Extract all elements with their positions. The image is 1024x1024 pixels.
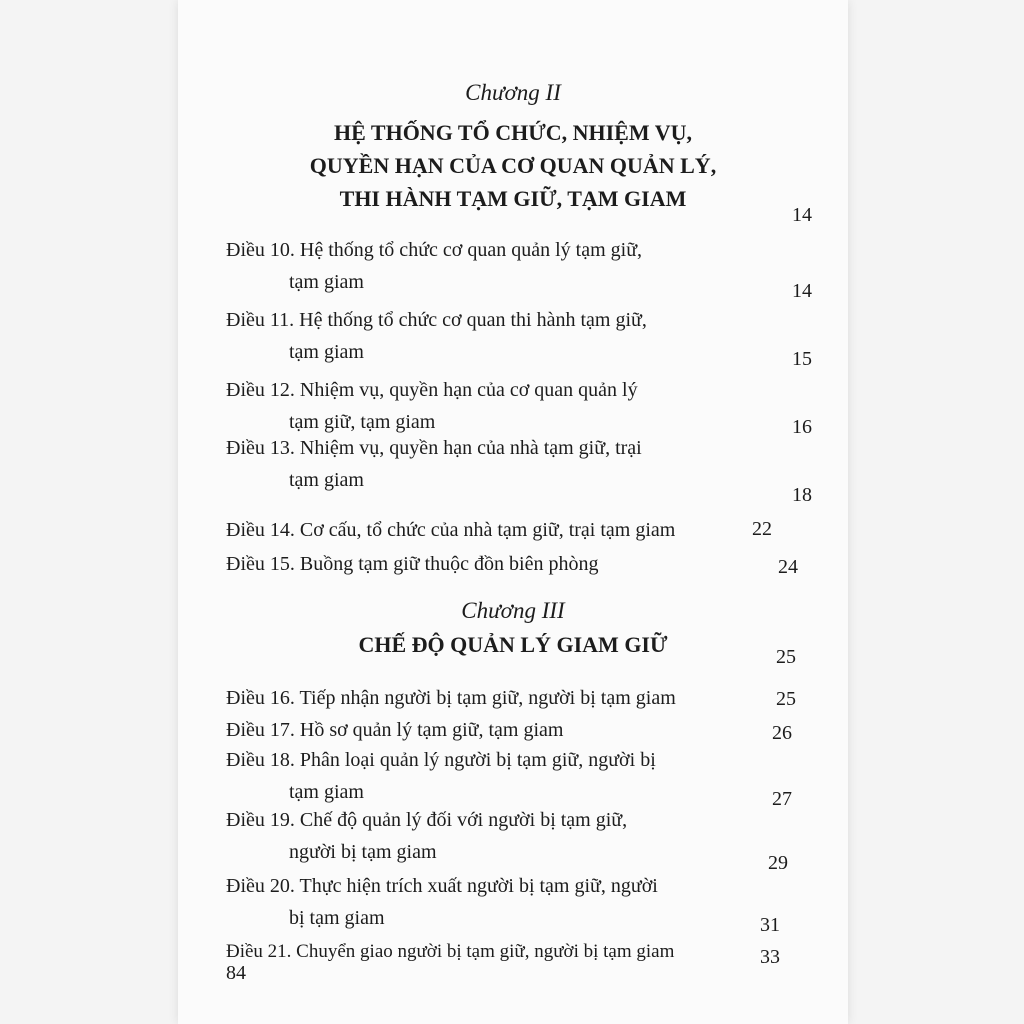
entry-page-number: 27 xyxy=(772,788,792,810)
entry-title-cont: bị tạm giam xyxy=(289,907,385,929)
entry-title: Điều 11. Hệ thống tổ chức cơ quan thi hành tạm giữ, xyxy=(226,309,647,331)
entry-title: Điều 16. Tiếp nhận người bị tạm giữ, người bị tạm giam xyxy=(226,687,676,709)
entry-title: Điều 18. Phân loại quản lý người bị tạm giữ, người bị xyxy=(226,749,656,771)
toc-entry xyxy=(226,744,826,808)
entry-title: Điều 19. Chế độ quản lý đối với người bị tạm giữ, xyxy=(226,809,628,831)
entry-title-cont: tạm giam xyxy=(289,271,364,293)
book-page xyxy=(178,0,848,1024)
chapter-title-line: CHẾ ĐỘ QUẢN LÝ GIAM GIỮ xyxy=(358,632,668,657)
entry-title-cont: người bị tạm giam xyxy=(289,841,437,863)
entry-page-number: 33 xyxy=(760,946,780,968)
entry-page-number: 16 xyxy=(792,416,812,438)
chapter-title-line: HỆ THỐNG TỔ CHỨC, NHIỆM VỤ, xyxy=(334,120,692,145)
toc-entry xyxy=(226,870,826,934)
entry-title: Điều 12. Nhiệm vụ, quyền hạn của cơ quan quản lý xyxy=(226,379,638,401)
entry-title-cont: tạm giữ, tạm giam xyxy=(289,411,436,433)
toc-entry xyxy=(226,304,826,368)
entry-page-number: 24 xyxy=(778,556,798,578)
entry-page-number: 31 xyxy=(760,914,780,936)
entry-page-number: 29 xyxy=(768,852,788,874)
entry-title: Điều 20. Thực hiện trích xuất người bị tạm giữ, người xyxy=(226,875,658,897)
entry-page-number: 26 xyxy=(772,722,792,744)
chapter-page-number: 14 xyxy=(792,204,812,226)
entry-page-number: 18 xyxy=(792,484,812,506)
chapter-title-line: THI HÀNH TẠM GIỮ, TẠM GIAM xyxy=(339,186,687,211)
entry-page-number: 14 xyxy=(792,280,812,302)
toc-entry xyxy=(226,432,826,496)
toc-entry xyxy=(226,714,826,746)
entry-title: Điều 15. Buồng tạm giữ thuộc đồn biên phòng xyxy=(226,553,599,575)
toc-entry xyxy=(226,374,826,438)
entry-title: Điều 10. Hệ thống tổ chức cơ quan quản lý tạm giữ, xyxy=(226,239,643,261)
entry-title-cont: tạm giam xyxy=(289,469,364,491)
chapter-title xyxy=(178,628,848,661)
chapter-title xyxy=(178,116,848,215)
chapter-page-number: 25 xyxy=(776,646,796,668)
entry-page-number: 15 xyxy=(792,348,812,370)
entry-title: Điều 14. Cơ cấu, tổ chức của nhà tạm giữ, trại tạm giam xyxy=(226,519,676,541)
entry-title: Điều 17. Hồ sơ quản lý tạm giữ, tạm giam xyxy=(226,719,564,741)
page-number: 84 xyxy=(226,962,246,984)
entry-title: Điều 13. Nhiệm vụ, quyền hạn của nhà tạm giữ, trại xyxy=(226,437,642,459)
entry-title-cont: tạm giam xyxy=(289,341,364,363)
toc-entry xyxy=(226,234,826,298)
toc-entry xyxy=(226,682,826,714)
toc-entry xyxy=(226,548,826,580)
toc-entry xyxy=(226,804,826,868)
chapter-title-line: QUYỀN HẠN CỦA CƠ QUAN QUẢN LÝ, xyxy=(309,153,717,178)
entry-title-cont: tạm giam xyxy=(289,781,364,803)
chapter-label: Chương II xyxy=(465,80,561,105)
entry-page-number: 22 xyxy=(752,518,772,540)
entry-page-number: 25 xyxy=(776,688,796,710)
entry-title: Điều 21. Chuyển giao người bị tạm giữ, người bị tạm giam xyxy=(226,941,675,962)
chapter-label: Chương III xyxy=(461,598,565,623)
toc-entry xyxy=(226,936,826,968)
